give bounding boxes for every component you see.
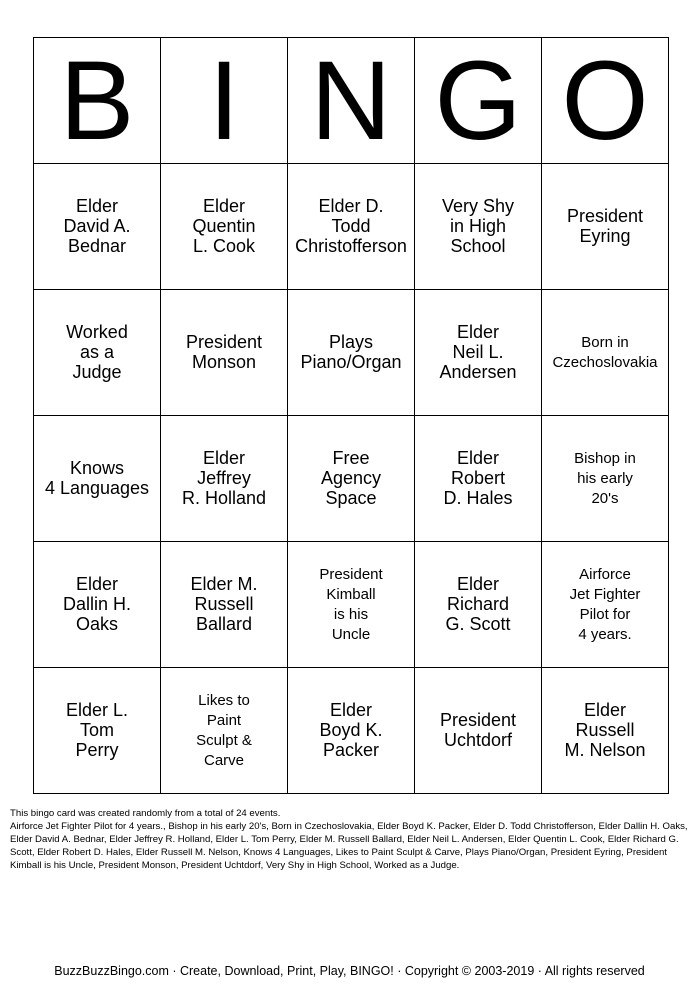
bingo-header-row <box>34 38 669 164</box>
bingo-cell <box>542 164 669 290</box>
cell-text: Elder L. Tom Perry <box>65 700 129 760</box>
bingo-cell <box>161 290 288 416</box>
cell-text: Elder David A. Bednar <box>63 196 131 256</box>
cell-text: President Kimball is his Uncle <box>319 565 383 643</box>
header-letter-n: N <box>288 38 415 164</box>
bingo-cell <box>34 164 161 290</box>
cell-text: Elder Dallin H. Oaks <box>62 574 132 634</box>
bingo-cell <box>542 290 669 416</box>
bingo-cell <box>415 164 542 290</box>
bingo-cell <box>415 416 542 542</box>
cell-text: President Uchtdorf <box>439 710 517 750</box>
footer-copyright: BuzzBuzzBingo.com · Create, Download, Print, Play, BINGO! · Copyright © 2003-2019 · All rights reserved <box>54 964 645 978</box>
bingo-cell <box>542 416 669 542</box>
cell-text: Born in Czechoslovakia <box>552 333 658 371</box>
bingo-cell <box>415 542 542 668</box>
bingo-cell <box>415 290 542 416</box>
bingo-row-1 <box>34 164 669 290</box>
bingo-row-3 <box>34 416 669 542</box>
header-letter-b: B <box>34 38 161 164</box>
cell-text: Elder Boyd K. Packer <box>319 700 383 760</box>
cell-text: Elder M. Russell Ballard <box>190 574 258 634</box>
bingo-row-2 <box>34 290 669 416</box>
bingo-cell <box>34 416 161 542</box>
cell-text: Free Agency Space <box>320 448 382 508</box>
cell-text: Worked as a Judge <box>66 322 128 382</box>
bingo-cell <box>161 542 288 668</box>
cell-text: President Monson <box>185 332 263 372</box>
card-info-intro: This bingo card was created randomly from a total of 24 events. <box>10 808 281 819</box>
bingo-cell <box>288 164 415 290</box>
cell-text: Elder Robert D. Hales <box>443 448 513 508</box>
cell-text: Very Shy in High School <box>441 196 515 256</box>
cell-text: Elder Richard G. Scott <box>445 574 511 634</box>
bingo-cell <box>288 290 415 416</box>
bingo-cell <box>542 668 669 794</box>
cell-text: Bishop in his early 20's <box>574 449 636 507</box>
bingo-cell <box>161 164 288 290</box>
cell-text: Elder Neil L. Andersen <box>439 322 517 382</box>
bingo-cell <box>34 542 161 668</box>
bingo-row-4 <box>34 542 669 668</box>
bingo-cell <box>288 668 415 794</box>
cell-text: Elder Jeffrey R. Holland <box>181 448 267 508</box>
header-letter-g: G <box>415 38 542 164</box>
cell-text: Elder Russell M. Nelson <box>564 700 646 760</box>
bingo-cell <box>34 290 161 416</box>
cell-text: Elder Quentin L. Cook <box>192 196 256 256</box>
header-letter-o: O <box>542 38 669 164</box>
cell-text: Knows 4 Languages <box>44 458 150 498</box>
bingo-cell-free-space <box>288 416 415 542</box>
cell-text: Plays Piano/Organ <box>300 332 402 372</box>
card-info <box>10 807 690 872</box>
cell-text: Likes to Paint Sculpt & Carve <box>196 691 252 769</box>
cell-text: Elder D. Todd Christofferson <box>295 196 407 256</box>
header-letter-i: I <box>161 38 288 164</box>
bingo-cell <box>161 416 288 542</box>
bingo-cell <box>161 668 288 794</box>
bingo-cell <box>34 668 161 794</box>
bingo-card <box>33 37 669 794</box>
bingo-cell <box>415 668 542 794</box>
card-info-events: Airforce Jet Fighter Pilot for 4 years., Bishop in his early 20's, Born in Czechoslovakia, Elder Boyd K. Packer, Elder D. Todd Christofferson, Elder Dallin H. Oaks, Elder David A. Bednar, Elder Jeffrey R. Holland, Elder L. Tom Perry, Elder M. Russell Ballard, Elder Neil L. Andersen, Elder Quentin L. Cook, Elder Richard G. Scott, Elder Robert D. Hales, Elder Russell M. Nelson, Knows 4 Languages, Likes to Paint Sculpt & Carve, Plays Piano/Organ, President Eyring, President Kimball is his Uncle, President Monson, President Uchtdorf, Very Shy in High School, Worked as a Judge. <box>10 821 688 871</box>
cell-text: Airforce Jet Fighter Pilot for 4 years. <box>569 565 641 643</box>
cell-text: President Eyring <box>566 206 644 246</box>
bingo-cell <box>542 542 669 668</box>
bingo-row-5 <box>34 668 669 794</box>
bingo-cell <box>288 542 415 668</box>
